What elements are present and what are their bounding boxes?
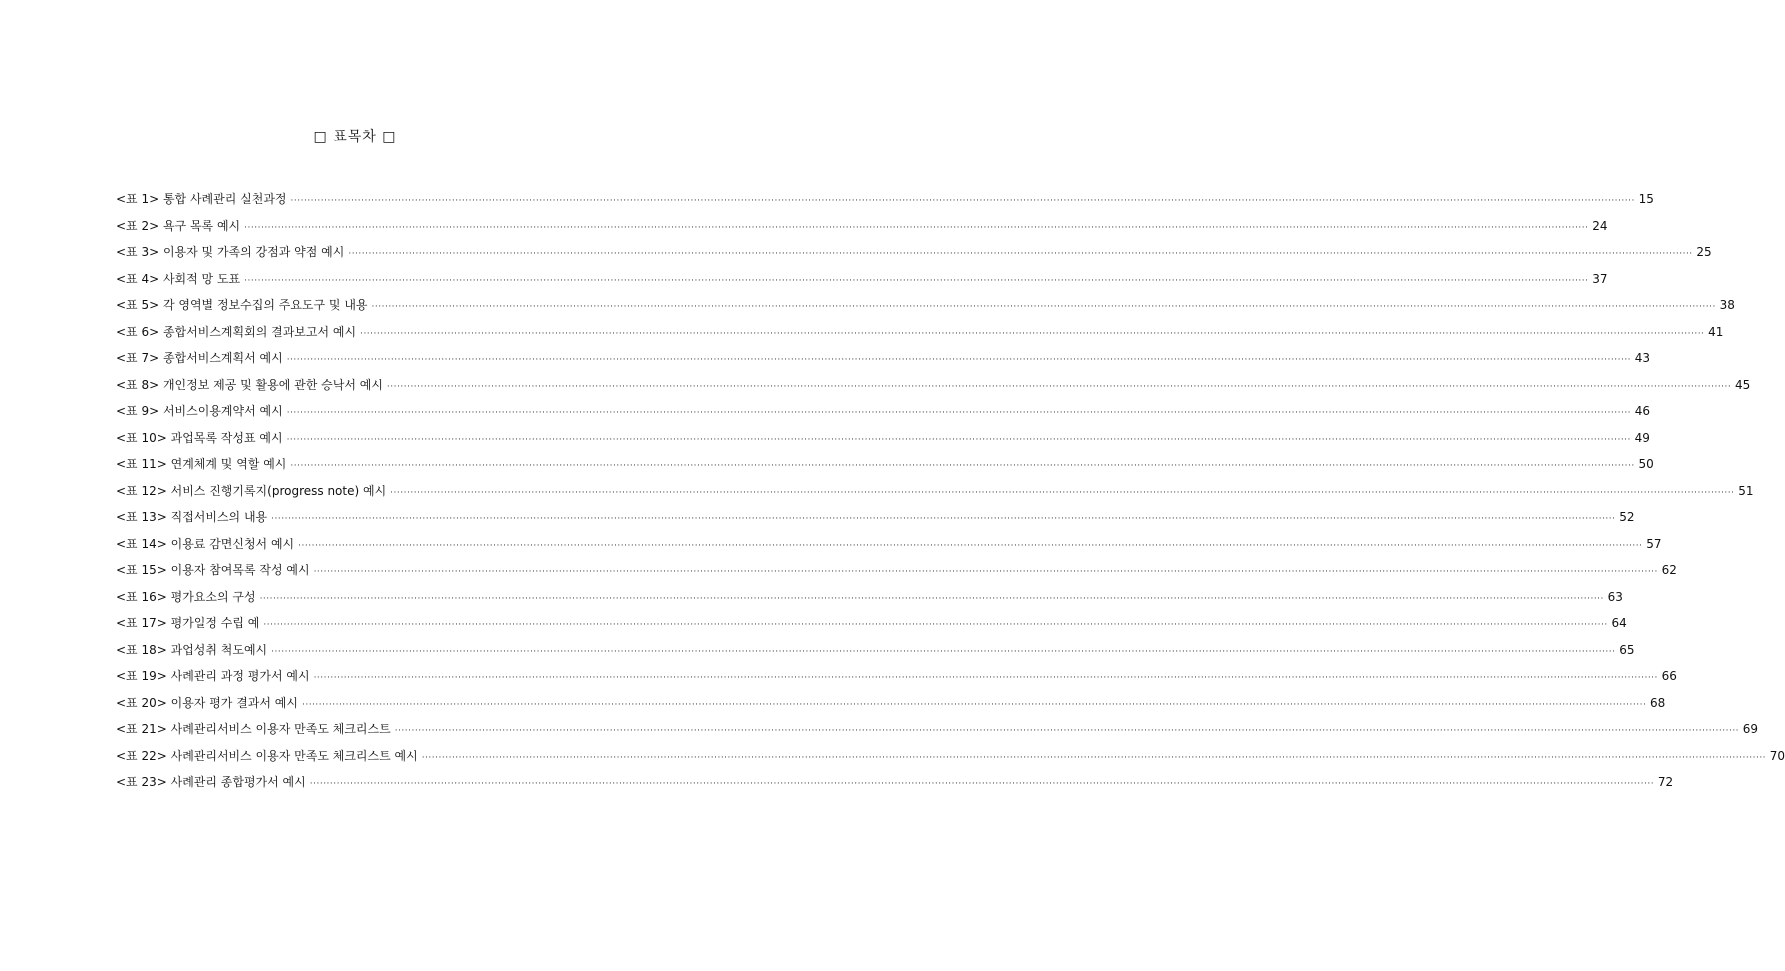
toc-entry-page-number: 15 [1638, 192, 1654, 206]
toc-entry [116, 372, 1751, 399]
toc-entry-page-number: 46 [1634, 404, 1651, 418]
toc-entry-page-number: 37 [1592, 271, 1608, 286]
toc-entry [116, 531, 1662, 558]
toc-leader-dots: ················································································································································································································································································································································································································ [271, 646, 1616, 657]
toc-entry [116, 345, 1651, 372]
toc-entry-page-number: 72 [1657, 775, 1674, 789]
toc-entry-page-number: 64 [1611, 616, 1627, 630]
toc-entry-label: <표 5> 각 영역별 정보수집의 주요도구 및 내용 [116, 298, 368, 312]
toc-entry [116, 663, 1677, 690]
table-of-contents [116, 186, 1785, 796]
toc-entry-label: <표 23> 사례관리 종합평가서 예시 [116, 775, 306, 789]
toc-entry-label: <표 8> 개인정보 제공 및 활용에 관한 승낙서 예시 [116, 377, 383, 392]
toc-entry [116, 743, 1785, 770]
toc-entry-page-number: 45 [1734, 377, 1751, 392]
toc-leader-dots: ················································································································································································································································································································································································································ [263, 620, 1608, 630]
toc-entry-page-number: 57 [1646, 536, 1662, 551]
page-title: □ 표목차 □ [313, 129, 397, 145]
toc-leader-dots: ················································································································································································································································································································································································································ [286, 355, 1632, 365]
toc-leader-dots: ················································································································································································································································································································································································································ [290, 196, 1635, 206]
toc-leader-dots: ················································································································································································································································································································································································································ [290, 461, 1635, 471]
toc-leader-dots: ················································································································································································································································································································································································································ [259, 593, 1604, 604]
toc-entry-label: <표 6> 종합서비스계획회의 결과보고서 예시 [116, 324, 357, 339]
toc-entry [116, 186, 1654, 213]
toc-entry-label: <표 1> 통합 사례관리 실천과정 [116, 192, 287, 206]
toc-entry-page-number: 70 [1769, 748, 1785, 763]
toc-entry [116, 239, 1712, 266]
toc-entry [116, 319, 1724, 346]
toc-entry-label: <표 2> 욕구 목록 예시 [116, 218, 241, 233]
toc-entry-label: <표 19> 사례관리 과정 평가서 예시 [116, 669, 310, 683]
toc-leader-dots: ················································································································································································································································································································································································································ [313, 673, 1658, 683]
toc-leader-dots: ················································································································································································································································································································································································································ [421, 752, 1767, 763]
toc-entry-label: <표 13> 직접서비스의 내용 [116, 510, 268, 524]
toc-entry [116, 266, 1608, 293]
toc-entry-label: <표 17> 평가일정 수립 예 [116, 616, 260, 630]
toc-entry [116, 610, 1627, 637]
toc-entry-label: <표 15> 이용자 참여목록 작성 예시 [116, 563, 310, 577]
toc-entry-label: <표 12> 서비스 진행기록지(progress note) 예시 [116, 483, 387, 498]
toc-leader-dots: ················································································································································································································································································································································································································ [386, 381, 1732, 392]
toc-entry-page-number: 50 [1638, 457, 1654, 471]
toc-entry-label: <표 20> 이용자 평가 결과서 예시 [116, 695, 298, 710]
toc-entry-label: <표 3> 이용자 및 가족의 강점과 약점 예시 [116, 245, 345, 259]
toc-entry-page-number: 68 [1650, 695, 1666, 710]
toc-leader-dots: ················································································································································································································································································································································································································ [301, 699, 1647, 710]
toc-entry-page-number: 52 [1619, 510, 1635, 524]
toc-entry-page-number: 63 [1607, 589, 1623, 604]
toc-entry-label: <표 11> 연계체계 및 역할 예시 [116, 457, 287, 471]
toc-entry-page-number: 65 [1619, 642, 1635, 657]
toc-entry-label: <표 9> 서비스이용계약서 예시 [116, 404, 283, 418]
toc-leader-dots: ················································································································································································································································································································································································································ [244, 275, 1589, 286]
toc-entry-label: <표 16> 평가요소의 구성 [116, 589, 256, 604]
toc-entry-label: <표 21> 사례관리서비스 이용자 만족도 체크리스트 [116, 722, 391, 736]
toc-leader-dots: ················································································································································································································································································································································································································ [298, 540, 1643, 551]
toc-entry-page-number: 49 [1634, 430, 1650, 445]
toc-leader-dots: ················································································································································································································································································································································································································ [271, 514, 1616, 524]
toc-entry-page-number: 66 [1661, 669, 1677, 683]
toc-entry [116, 451, 1654, 478]
toc-entry [116, 398, 1651, 425]
toc-entry-page-number: 38 [1719, 298, 1735, 312]
toc-entry-page-number: 24 [1592, 218, 1608, 233]
toc-entry-page-number: 69 [1742, 722, 1759, 736]
toc-entry [116, 769, 1674, 796]
toc-leader-dots: ················································································································································································································································································································································································································ [371, 302, 1716, 312]
toc-leader-dots: ················································································································································································································································································································································································································ [394, 726, 1740, 736]
toc-entry [116, 504, 1635, 531]
toc-leader-dots: ················································································································································································································································································································································································································ [313, 567, 1658, 577]
toc-leader-dots: ················································································································································································································································································································································································································ [244, 222, 1589, 233]
toc-entry [116, 557, 1677, 584]
toc-entry-page-number: 25 [1696, 245, 1712, 259]
toc-entry-label: <표 22> 사례관리서비스 이용자 만족도 체크리스트 예시 [116, 748, 418, 763]
toc-leader-dots: ················································································································································································································································································································································································································ [286, 408, 1632, 418]
toc-entry-label: <표 14> 이용료 감면신청서 예시 [116, 536, 295, 551]
toc-leader-dots: ················································································································································································································································································································································································································ [360, 328, 1705, 339]
toc-entry-label: <표 7> 종합서비스계획서 예시 [116, 351, 283, 365]
toc-entry-page-number: 43 [1634, 351, 1651, 365]
toc-entry [116, 292, 1735, 319]
toc-entry [116, 637, 1635, 664]
toc-leader-dots: ················································································································································································································································································································································································································ [309, 779, 1655, 789]
toc-entry [116, 478, 1754, 505]
toc-entry-label: <표 10> 과업목록 작성표 예시 [116, 430, 283, 445]
toc-entry-label: <표 18> 과업성취 척도예시 [116, 642, 268, 657]
toc-entry-page-number: 62 [1661, 563, 1677, 577]
toc-entry-label: <표 4> 사회적 망 도표 [116, 271, 241, 286]
toc-leader-dots: ················································································································································································································································································································································································································ [390, 487, 1735, 498]
toc-entry [116, 584, 1623, 611]
toc-entry [116, 690, 1666, 717]
toc-leader-dots: ················································································································································································································································································································································································································ [286, 434, 1631, 445]
toc-entry-page-number: 51 [1738, 483, 1754, 498]
toc-entry [116, 213, 1608, 240]
toc-entry [116, 716, 1759, 743]
toc-leader-dots: ················································································································································································································································································································································································································ [348, 249, 1693, 259]
toc-entry [116, 425, 1650, 452]
toc-entry-page-number: 41 [1708, 324, 1724, 339]
